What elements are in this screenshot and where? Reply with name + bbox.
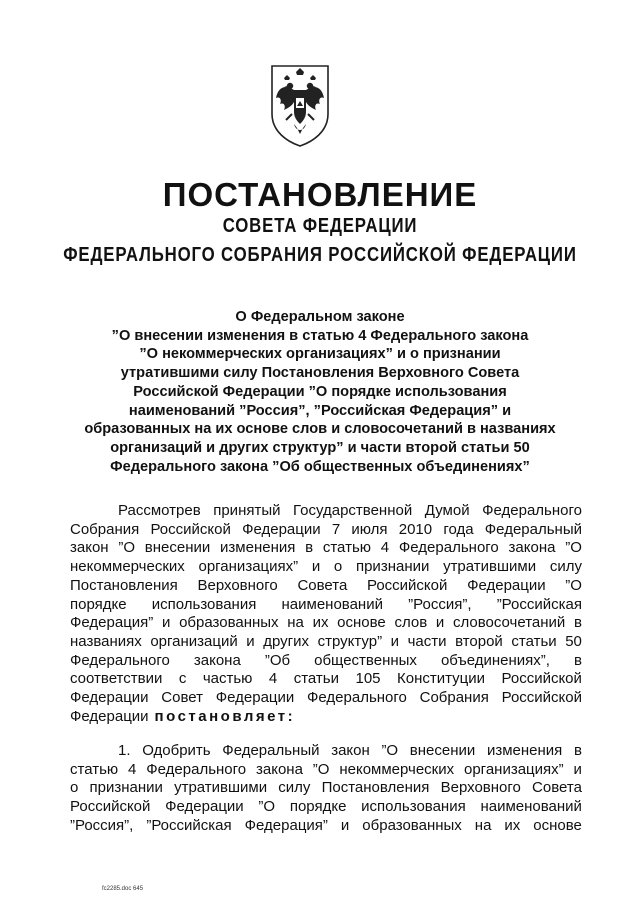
word: в (305, 539, 314, 557)
word: статьи (511, 632, 557, 650)
word: о (333, 558, 343, 576)
word: Совета (297, 576, 348, 594)
title-line: наименований ”Россия”, ”Российская Федерация” и (128, 402, 512, 419)
word: принятый (213, 502, 281, 519)
word: силу (549, 558, 582, 576)
word: общественных (314, 651, 417, 669)
word: Одобрить (142, 742, 211, 759)
resolution-keyword: постановляет: (154, 707, 296, 725)
word: ”О (565, 539, 582, 557)
word: о (70, 779, 79, 797)
word: закона (508, 539, 556, 557)
body-line (70, 689, 582, 708)
word: ”О (118, 539, 136, 557)
word: образованных (179, 614, 279, 632)
word: основе (533, 816, 582, 834)
body-line (70, 633, 582, 652)
word: изменения (220, 539, 296, 557)
body-paragraph-2 (70, 742, 582, 836)
body-line-start: Федерации (70, 707, 149, 725)
word: второй (455, 632, 503, 650)
word: использования (151, 595, 257, 613)
body-line (70, 577, 582, 596)
word: Федерации (70, 689, 149, 707)
word: внесении (144, 539, 211, 557)
word: Верховного (197, 576, 278, 594)
word: ”О (312, 760, 330, 778)
word: года (443, 520, 474, 538)
word: на (474, 816, 492, 834)
word: статьи (293, 670, 339, 688)
word: Российской (70, 798, 151, 816)
word: Конституции (397, 670, 486, 688)
word: ”Об (264, 651, 291, 669)
issuer-heading-line-1: СОВЕТА ФЕДЕРАЦИИ (222, 215, 418, 237)
body-line (70, 652, 582, 671)
word: Российской (366, 576, 448, 594)
title-line: ”О внесении изменения в статью 4 Федерального закона (111, 327, 529, 344)
body-line (70, 817, 582, 836)
title-line: Федерального закона ”Об общественных объединениях” (110, 458, 530, 475)
word: 4 (268, 670, 278, 688)
title-line: организаций и других структур” и части второй статьи 50 (110, 439, 530, 456)
body-line-resolution (70, 708, 582, 727)
word: основе (337, 614, 386, 632)
body-paragraph-1 (70, 502, 582, 726)
word: порядке (70, 595, 127, 613)
issuer-heading-line-2: ФЕДЕРАЛЬНОГО СОБРАНИЯ РОССИЙСКОЙ ФЕДЕРАЦИИ (63, 244, 577, 266)
word: и (340, 816, 350, 834)
word: Собрания (70, 520, 140, 538)
word: закона (193, 651, 241, 669)
word: ”О (381, 742, 399, 759)
word: ”Россия”, (70, 816, 134, 834)
word: части (407, 632, 447, 650)
word: Федерального (398, 539, 499, 557)
body-line (70, 670, 582, 689)
word: и (161, 614, 171, 632)
word: изменения (486, 742, 563, 759)
word: структур” (317, 632, 383, 650)
word: объединениях”, (440, 651, 550, 669)
body-line (70, 614, 582, 633)
word: в (574, 614, 582, 632)
word: ”Российская (496, 595, 582, 613)
body-line (70, 521, 582, 540)
word: Федерации (215, 689, 295, 707)
word: Федерального (482, 502, 582, 519)
word: закона (256, 760, 303, 778)
title-line: Российской Федерации ”О порядке использования (133, 383, 507, 400)
word: 4 (128, 760, 137, 778)
word: Российской (501, 689, 582, 707)
title-line: утратившими силу Постановления Верховного Совета (120, 365, 520, 382)
word: 7 (331, 520, 341, 538)
word: некоммерческих (339, 760, 455, 778)
title-line: образованных на их основе слов и словосочетаний в названиях (84, 421, 556, 438)
word: с (178, 670, 187, 688)
body-line (70, 539, 582, 558)
body-line (70, 502, 582, 521)
word: наименований (281, 595, 383, 613)
word: слов (394, 614, 428, 632)
word: и (246, 632, 255, 650)
word: Федерального (307, 689, 407, 707)
word: ”О (565, 576, 582, 594)
word: в (573, 651, 582, 669)
word: июля (351, 520, 388, 538)
word: 2010 (398, 520, 433, 538)
word: закон (331, 742, 370, 759)
body-line (70, 779, 582, 798)
word: силу (278, 779, 311, 797)
word: на (287, 614, 304, 632)
word: Федерального (146, 760, 247, 778)
word: Федеральный (222, 742, 320, 759)
word: Федеральный (484, 520, 582, 538)
word: 105 (355, 670, 381, 688)
word: других (263, 632, 310, 650)
body-line (70, 761, 582, 780)
word: образованных (362, 816, 462, 834)
word: ”О (258, 798, 276, 816)
word: и (573, 760, 582, 778)
word: утратившими (174, 779, 268, 797)
word: в (573, 742, 582, 759)
word: статью (322, 539, 372, 557)
word: названиях (70, 632, 142, 650)
word: Постановления (321, 779, 430, 797)
word: Рассмотрев (118, 502, 201, 519)
word: закон (70, 539, 109, 557)
word: признании (89, 779, 163, 797)
word: их (504, 816, 521, 834)
file-code-footer: fc2285.doc 645 (102, 886, 144, 892)
word: утратившими (443, 558, 537, 576)
body-line (70, 798, 582, 817)
word: Федерация” (244, 816, 328, 834)
word: Федерация” (70, 614, 154, 632)
word: словосочетаний (452, 614, 566, 632)
word: ”Россия”, (408, 595, 472, 613)
coat-of-arms-emblem (268, 62, 332, 148)
word: организациях” (198, 558, 299, 576)
word: Федерации (242, 520, 321, 538)
word: организациях” (464, 760, 564, 778)
body-line (70, 596, 582, 615)
word: Думой (424, 502, 470, 519)
word: Российской (150, 520, 231, 538)
word: внесении (409, 742, 476, 759)
word: Верховного (440, 779, 521, 797)
word: наименований (480, 798, 582, 816)
word: статью (70, 760, 119, 778)
word: Совет (161, 689, 203, 707)
word: и (311, 558, 321, 576)
word: Государственной (293, 502, 413, 519)
word: признании (355, 558, 430, 576)
word: Постановления (70, 576, 178, 594)
word: и (435, 614, 445, 632)
word: соответствии (70, 670, 163, 688)
body-line (70, 742, 582, 761)
title-line: ”О некоммерческих организациях” и о признании (139, 346, 501, 363)
word: Федерального (70, 651, 170, 669)
body-line (70, 558, 582, 577)
word: их (312, 614, 329, 632)
word: 50 (565, 632, 582, 650)
word: Совета (532, 779, 582, 797)
document-type-heading: ПОСТАНОВЛЕНИЕ (162, 176, 478, 213)
word: Федерации (467, 576, 546, 594)
word: и (390, 632, 400, 650)
word: 1. (118, 742, 131, 759)
word: Федерации (165, 798, 244, 816)
word: некоммерческих (70, 558, 185, 576)
word: частью (202, 670, 253, 688)
word: использования (361, 798, 466, 816)
document-title (60, 308, 580, 476)
title-line: О Федеральном законе (235, 309, 405, 325)
word: Собрания (419, 689, 489, 707)
word: ”Российская (146, 816, 232, 834)
word: Российской (501, 670, 582, 688)
word: 4 (380, 539, 390, 557)
word: порядке (289, 798, 347, 816)
word: организаций (150, 632, 238, 650)
